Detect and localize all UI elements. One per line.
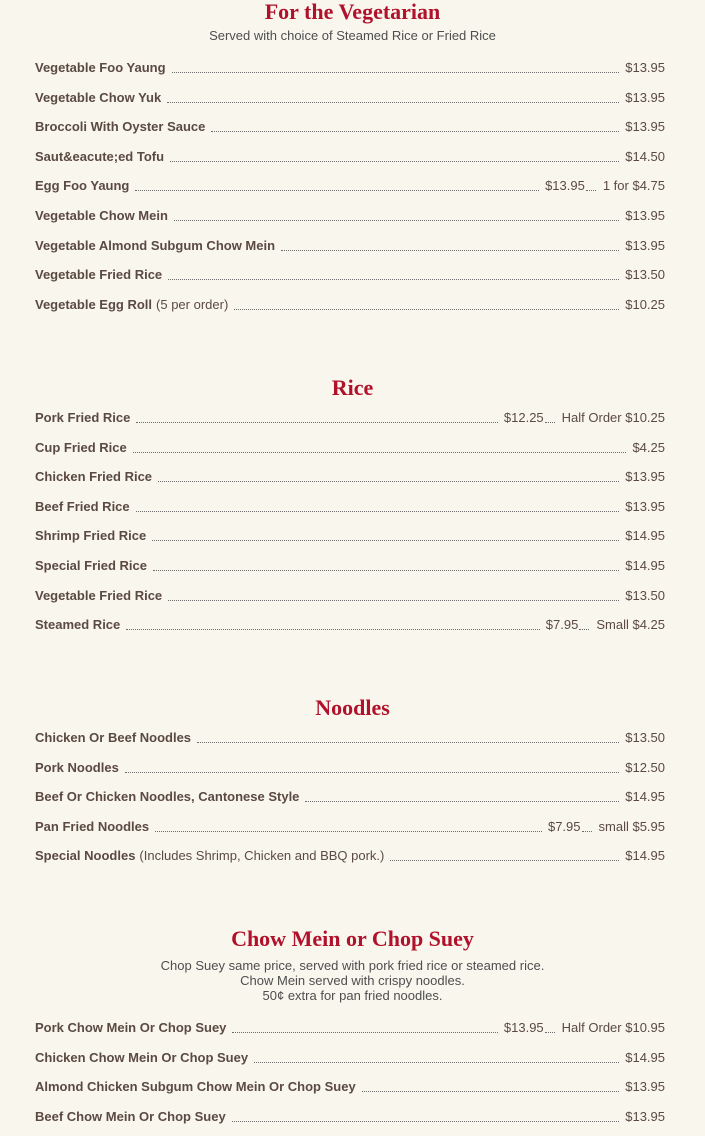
menu-item-price: $13.95 — [625, 469, 665, 485]
menu-item-price: $14.95 — [625, 558, 665, 573]
menu-item-name: Pork Chow Mein Or Chop Suey — [35, 1020, 227, 1035]
menu-item-name: Special Fried Rice — [35, 558, 147, 573]
menu-item — [35, 176, 665, 194]
menu-item — [35, 787, 665, 805]
menu-item-price: $13.95 — [625, 119, 665, 135]
menu-item-price: $13.95 — [625, 1108, 665, 1124]
dot-leader — [362, 1090, 620, 1092]
menu-item-alt-price: Half Order $10.25 — [561, 410, 665, 425]
menu-item-name: Cup Fried Rice — [35, 439, 127, 455]
menu-item-price: $13.95 — [503, 1020, 544, 1035]
dot-leader — [174, 219, 619, 221]
menu-item-alt-price: small $5.95 — [598, 818, 665, 834]
menu-item-name: Beef Fried Rice — [35, 498, 130, 514]
menu-item — [35, 206, 665, 224]
menu-item-price: $13.95 — [625, 89, 665, 105]
menu-item-price: $13.95 — [625, 60, 665, 75]
menu-item-price: $13.95 — [545, 178, 585, 194]
menu-item — [35, 265, 665, 283]
menu-item-price: $14.95 — [625, 789, 665, 805]
menu-item-name: Beef Chow Mein Or Chop Suey — [35, 1108, 226, 1124]
menu-item — [35, 408, 665, 426]
dot-leader — [135, 189, 539, 191]
menu-item-name: Vegetable Fried Rice — [35, 267, 163, 283]
menu-item — [35, 295, 665, 313]
menu-item-name: Vegetable Egg Roll — [35, 296, 153, 312]
section-title: Noodles — [315, 695, 390, 720]
menu-item-name: Broccoli With Oyster Sauce — [35, 119, 206, 135]
dot-leader — [234, 308, 619, 310]
menu-item — [35, 1077, 665, 1095]
dot-leader — [167, 101, 619, 103]
dot-leader — [153, 569, 619, 571]
menu-item-name: Vegetable Almond Subgum Chow Mein — [35, 237, 276, 253]
dot-leader — [197, 741, 619, 743]
menu-item-name: Chicken Chow Mein Or Chop Suey — [35, 1049, 249, 1065]
menu-item-price: $4.25 — [632, 439, 665, 455]
section-subtitle: Chop Suey same price, served with pork fried rice or steamed rice. — [160, 958, 545, 973]
menu-item-name: Chicken Or Beef Noodles — [35, 730, 192, 745]
menu-item — [35, 467, 665, 485]
menu-item-name: Almond Chicken Subgum Chow Mein Or Chop Suey — [35, 1079, 356, 1095]
menu-item-name: Pork Fried Rice — [35, 410, 131, 425]
section-subtitle: Served with choice of Steamed Rice or Fried Rice — [209, 28, 496, 43]
menu-item — [35, 88, 665, 106]
dot-leader — [232, 1120, 620, 1122]
menu-item — [35, 817, 665, 835]
section-title: For the Vegetarian — [264, 0, 441, 24]
menu-item-price: $14.50 — [625, 148, 665, 164]
dot-leader — [136, 510, 620, 512]
menu-item-price: $7.95 — [545, 617, 579, 633]
menu-item-name: Pork Noodles — [35, 759, 119, 775]
menu-item-name: Steamed Rice — [35, 617, 121, 633]
menu-item — [35, 117, 665, 135]
menu-item-name: Vegetable Chow Yuk — [35, 89, 162, 105]
dot-leader — [170, 160, 619, 162]
menu-item-price: $13.50 — [625, 730, 665, 745]
dot-leader — [232, 1031, 497, 1033]
menu-item — [35, 58, 665, 76]
dot-leader-short — [545, 421, 555, 423]
menu-item — [35, 438, 665, 456]
section-title: Rice — [331, 375, 374, 400]
dot-leader — [125, 771, 619, 773]
dot-leader — [158, 480, 619, 482]
menu-item — [35, 147, 665, 165]
menu-item-price: $10.25 — [625, 296, 665, 312]
dot-leader — [155, 830, 542, 832]
menu-item-name: Saut&eacute;ed Tofu — [35, 148, 165, 164]
dot-leader-short — [545, 1031, 555, 1033]
menu-item-name: Egg Foo Yaung — [35, 178, 130, 194]
menu-item — [35, 758, 665, 776]
menu-item — [35, 1107, 665, 1125]
dot-leader — [390, 859, 619, 861]
menu-item-name: Special Noodles — [35, 848, 136, 864]
menu-item-price: $12.50 — [625, 759, 665, 775]
menu-item-price: $13.95 — [625, 498, 665, 514]
menu-item — [35, 1018, 665, 1036]
menu-item-price: $13.50 — [625, 267, 665, 283]
menu-item-price: $14.95 — [625, 528, 665, 544]
dot-leader — [168, 278, 619, 280]
menu-item — [35, 586, 665, 604]
menu-item — [35, 556, 665, 574]
menu-item-name: Shrimp Fried Rice — [35, 528, 147, 544]
section-subtitle: 50¢ extra for pan fried noodles. — [262, 988, 443, 1003]
menu-item-alt-price: Small $4.25 — [596, 617, 665, 633]
dot-leader — [126, 628, 540, 630]
dot-leader-short — [579, 628, 589, 630]
dot-leader — [136, 421, 498, 423]
menu-item-note: (5 per order) — [156, 296, 229, 312]
dot-leader — [281, 249, 619, 251]
menu-item-price: $13.95 — [625, 237, 665, 253]
menu-item-price: $13.50 — [625, 587, 665, 603]
menu-item-price: $7.95 — [547, 818, 581, 834]
menu-item — [35, 1048, 665, 1066]
dot-leader-short — [582, 830, 592, 832]
menu-item-price: $14.95 — [625, 1049, 665, 1065]
menu-item-alt-price: 1 for $4.75 — [602, 178, 665, 194]
menu-item-price: $12.25 — [503, 410, 544, 425]
section-subtitle: Chow Mein served with crispy noodles. — [240, 973, 465, 988]
dot-leader — [254, 1061, 619, 1063]
menu-item-price: $13.95 — [625, 208, 665, 223]
dot-leader — [305, 800, 619, 802]
menu-item-name: Vegetable Chow Mein — [35, 208, 168, 223]
menu-item-price: $13.95 — [625, 1079, 665, 1095]
menu-item-name: Chicken Fried Rice — [35, 469, 153, 485]
menu-item-name: Pan Fried Noodles — [35, 818, 150, 834]
menu-item-name: Vegetable Foo Yaung — [35, 60, 166, 75]
dot-leader — [172, 71, 620, 73]
dot-leader — [211, 130, 619, 132]
menu-item — [35, 728, 665, 746]
menu-item — [35, 236, 665, 254]
dot-leader — [168, 599, 619, 601]
menu-item — [35, 615, 665, 633]
menu-item-price: $14.95 — [625, 848, 665, 864]
menu-item — [35, 497, 665, 515]
menu-item-name: Vegetable Fried Rice — [35, 587, 163, 603]
menu-item-note: (Includes Shrimp, Chicken and BBQ pork.) — [139, 848, 385, 864]
menu-item-name: Beef Or Chicken Noodles, Cantonese Style — [35, 789, 300, 805]
menu-item-alt-price: Half Order $10.95 — [561, 1020, 665, 1035]
dot-leader — [152, 539, 619, 541]
menu-item — [35, 846, 665, 864]
menu-item — [35, 526, 665, 544]
dot-leader-short — [586, 189, 596, 191]
section-title: Chow Mein or Chop Suey — [231, 926, 474, 951]
dot-leader — [133, 451, 627, 453]
